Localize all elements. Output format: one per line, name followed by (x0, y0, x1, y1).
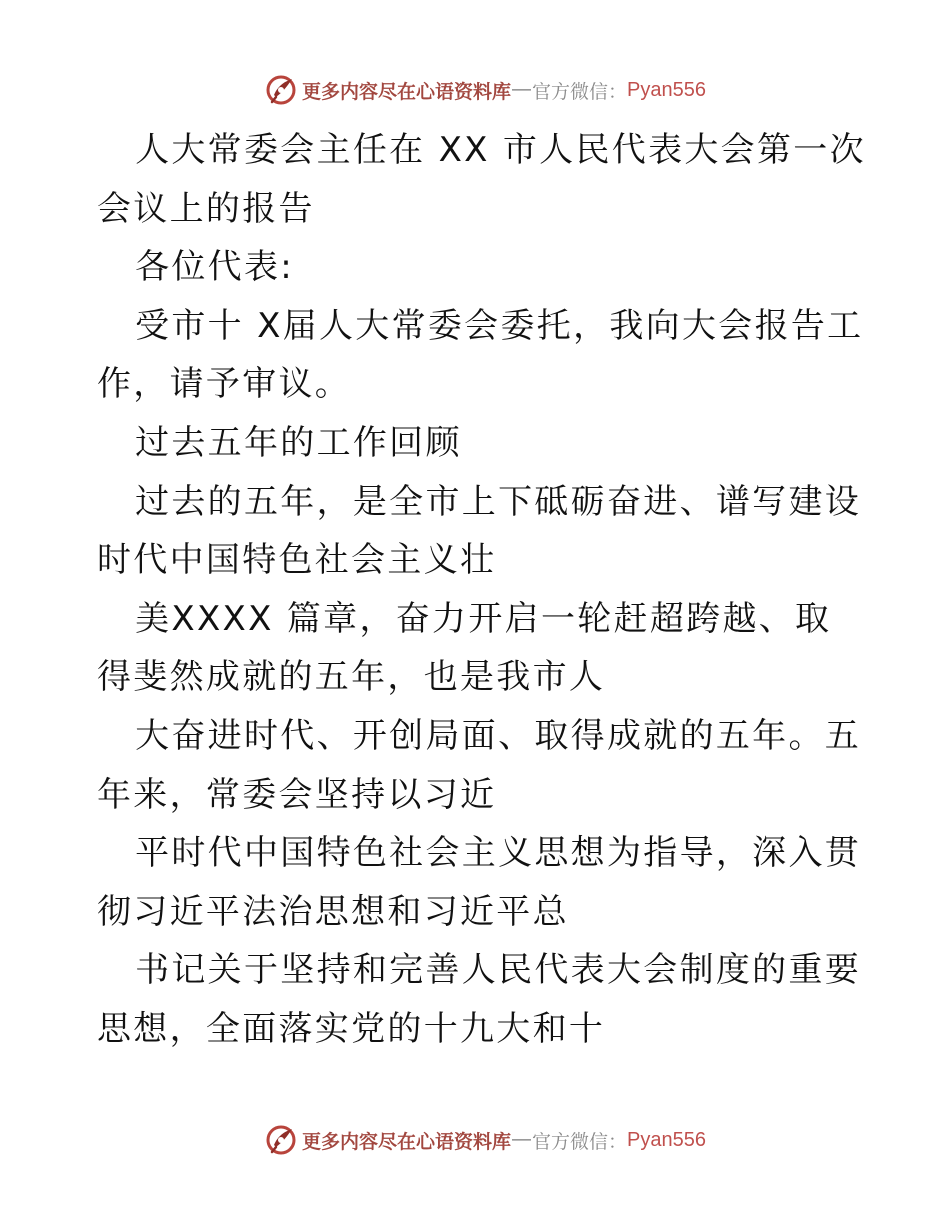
banner-wechat-id: Pyan556 (627, 78, 706, 101)
banner-separator: — (512, 79, 532, 100)
document-title: 人大常委会主任在 XX 市人民代表大会第一次会议上的报告 (97, 130, 866, 229)
banner-wechat-label: 官方微信： (532, 1130, 628, 1153)
banner-separator: — (512, 1129, 532, 1150)
logo-icon (264, 73, 298, 107)
banner-slogan: 更多内容尽在心语资料库 (302, 1130, 512, 1153)
footer-banner-content (264, 1123, 706, 1157)
banner-wechat-label: 官方微信： (532, 80, 628, 103)
paragraph: 平时代中国特色社会主义思想为指导，深入贯彻习近平法治思想和习近平总 (97, 833, 862, 932)
section-heading: 过去五年的工作回顾 (135, 422, 462, 463)
banner-wechat-id: Pyan556 (627, 1128, 706, 1151)
paragraph: 受市十 X届人大常委会委托，我向大会报告工作，请予审议。 (97, 305, 864, 405)
paragraph: 书记关于坚持和完善人民代表大会制度的重要思想，全面落实党的十九大和十 (97, 950, 862, 1049)
paragraph: 美XXXX 篇章，奋力开启一轮赶超跨越、取得斐然成就的五年，也是我市人 (97, 598, 832, 698)
footer-banner (0, 1122, 950, 1158)
header-banner-content (264, 73, 706, 107)
logo-icon (264, 1123, 298, 1157)
banner-slogan: 更多内容尽在心语资料库 (302, 80, 512, 103)
header-banner (0, 72, 950, 108)
salutation: 各位代表: (135, 247, 295, 288)
paragraph: 过去的五年，是全市上下砥砺奋进、谱写建设时代中国特色社会主义壮 (97, 481, 862, 581)
paragraph: 大奋进时代、开创局面、取得成就的五年。五年来，常委会坚持以习近 (97, 715, 862, 815)
document-body (97, 121, 867, 1059)
